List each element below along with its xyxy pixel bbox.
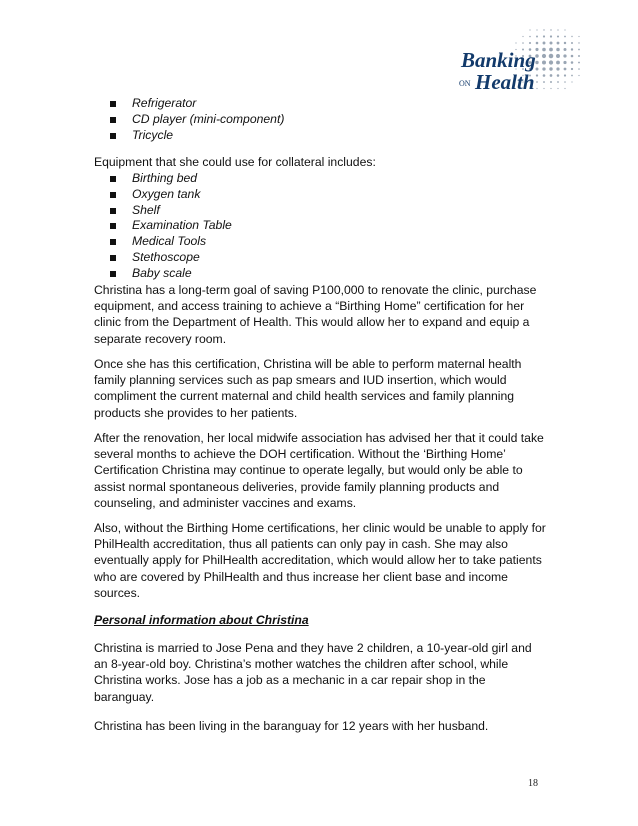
paragraph-certification-services: Once she has this certification, Christina will be able to perform maternal health family planning services such as pap smears and IUD insertion, which would compliment the current maternal and child health services and family planning products she provides to her patients. [94, 357, 522, 420]
logo-dot [578, 68, 580, 70]
equipment-list [94, 171, 232, 282]
logo-dot [536, 74, 538, 76]
logo-dot [571, 81, 572, 82]
logo-dot [571, 55, 574, 58]
logo-dot [571, 61, 574, 64]
bullet-square-icon [110, 176, 116, 182]
logo-dot [564, 88, 565, 89]
logo-dot [557, 88, 558, 89]
logo-dot [536, 81, 538, 83]
list-item: CD player (mini-component) [94, 112, 284, 128]
logo-dot [529, 36, 531, 38]
logo-dot [529, 42, 531, 44]
logo-dot [550, 35, 552, 37]
logo-line1: Banking [461, 48, 536, 72]
bullet-square-icon [110, 208, 116, 214]
logo-on: ON [459, 79, 471, 88]
logo-dot [549, 48, 553, 52]
bullet-square-icon [110, 239, 116, 245]
logo-dot [578, 75, 579, 76]
logo-dot [564, 29, 565, 30]
logo-dot [550, 29, 551, 30]
logo-dot [522, 36, 523, 37]
logo-dot [542, 61, 546, 65]
logo-dot [557, 42, 560, 45]
paragraph-philhealth: Also, without the Birthing Home certifications, her clinic would be unable to apply for PhilHealth accreditation, thus all patients can only pay in cash. She may also eventually apply for PhilHealth accreditation, which would allow her to take patients who are covered by PhilHealth and thus increase her client base and income sources. [94, 521, 546, 600]
equipment-intro: Equipment that she could use for collateral includes: [94, 155, 376, 169]
list-item: Medical Tools [94, 234, 232, 250]
logo-dot [549, 60, 553, 64]
logo-dot [549, 54, 554, 59]
logo-dot [563, 54, 566, 57]
logo-dot [556, 48, 560, 52]
logo-dot [564, 36, 566, 38]
list-item: Stethoscope [94, 250, 232, 266]
bullet-square-icon [110, 223, 116, 229]
logo-dot [536, 29, 537, 30]
logo-dot [543, 42, 546, 45]
list-item: Baby scale [94, 266, 232, 282]
logo-dot [515, 42, 516, 43]
section-heading: Personal information about Christina [94, 613, 309, 627]
possessions-list [94, 96, 284, 143]
list-item: Birthing bed [94, 171, 232, 187]
logo-dot [571, 36, 572, 37]
logo-dot [536, 42, 539, 45]
logo-dot [571, 42, 573, 44]
logo-dot [564, 68, 567, 71]
logo-dot [571, 75, 573, 77]
logo-dot [556, 54, 560, 58]
logo-dot [536, 36, 538, 38]
logo-dot [564, 74, 566, 76]
list-item: Tricycle [94, 128, 284, 144]
banking-on-health-logo [455, 28, 615, 108]
bullet-square-icon [110, 117, 116, 123]
bullet-square-icon [110, 255, 116, 261]
logo-dot [543, 74, 546, 77]
logo-dot [563, 61, 566, 64]
logo-dot [542, 54, 546, 58]
list-item: Oxygen tank [94, 187, 232, 203]
list-item: Refrigerator [94, 96, 284, 112]
logo-dot [543, 88, 544, 89]
logo-dot [542, 67, 545, 70]
bullet-square-icon [110, 271, 116, 277]
logo-dot [557, 35, 559, 37]
logo-dot [578, 55, 580, 57]
paragraph-family: Christina is married to Jose Pena and they have 2 children, a 10-year-old girl and an 8-year-old boy. Christina’s mother watches the children after school, while Christina works. Jose has a job as a mechanic in a car repair shop in the baranguay. [94, 641, 532, 704]
logo-dot [550, 74, 553, 77]
bullet-square-icon [110, 133, 116, 139]
logo-dot [556, 67, 559, 70]
logo-dot [542, 48, 546, 52]
list-item: Shelf [94, 203, 232, 219]
logo-dot [549, 67, 552, 70]
logo-dot [557, 29, 558, 30]
logo-dot [543, 81, 545, 83]
bullet-square-icon [110, 101, 116, 107]
logo-dot [564, 48, 567, 51]
logo-dot [578, 49, 580, 51]
list-item: Examination Table [94, 218, 232, 234]
paragraph-renovation: After the renovation, her local midwife association has advised her that it could take several months to achieve the DOH certification. Without the ‘Birthing Home’ Certification Christina may continue to operate legally, but would only be able to assist normal spontaneous deliveries, provide family planning products and counseling, and administer vaccines and exams. [94, 431, 544, 510]
logo-dot [571, 48, 573, 50]
logo-dot [578, 62, 580, 64]
page-number: 18 [528, 778, 538, 789]
logo-dot [578, 36, 579, 37]
logo-dot [522, 42, 524, 44]
logo-dot [550, 81, 552, 83]
logo-dot [557, 81, 559, 83]
logo-line2: Health [475, 70, 535, 94]
logo-dot [543, 35, 545, 37]
logo-dot [556, 61, 560, 65]
logo-dot [550, 42, 553, 45]
paragraph-residence: Christina has been living in the baranguay for 12 years with her husband. [94, 719, 489, 733]
logo-dot [571, 68, 573, 70]
logo-dot [564, 42, 566, 44]
logo-dot [529, 29, 530, 30]
logo-wordmark [459, 50, 536, 93]
paragraph-savings-goal: Christina has a long-term goal of saving P100,000 to renovate the clinic, purchase equipment, and access training to achieve a “Birthing Home” certification for her clinic from the Department of Health. This would allow her to expand and equip a separate recovery room. [94, 283, 537, 346]
logo-dot [564, 81, 566, 83]
logo-dot [543, 29, 544, 30]
logo-dot [536, 88, 537, 89]
logo-dot [557, 74, 560, 77]
logo-dot [578, 42, 579, 43]
bullet-square-icon [110, 192, 116, 198]
logo-dot [550, 88, 551, 89]
